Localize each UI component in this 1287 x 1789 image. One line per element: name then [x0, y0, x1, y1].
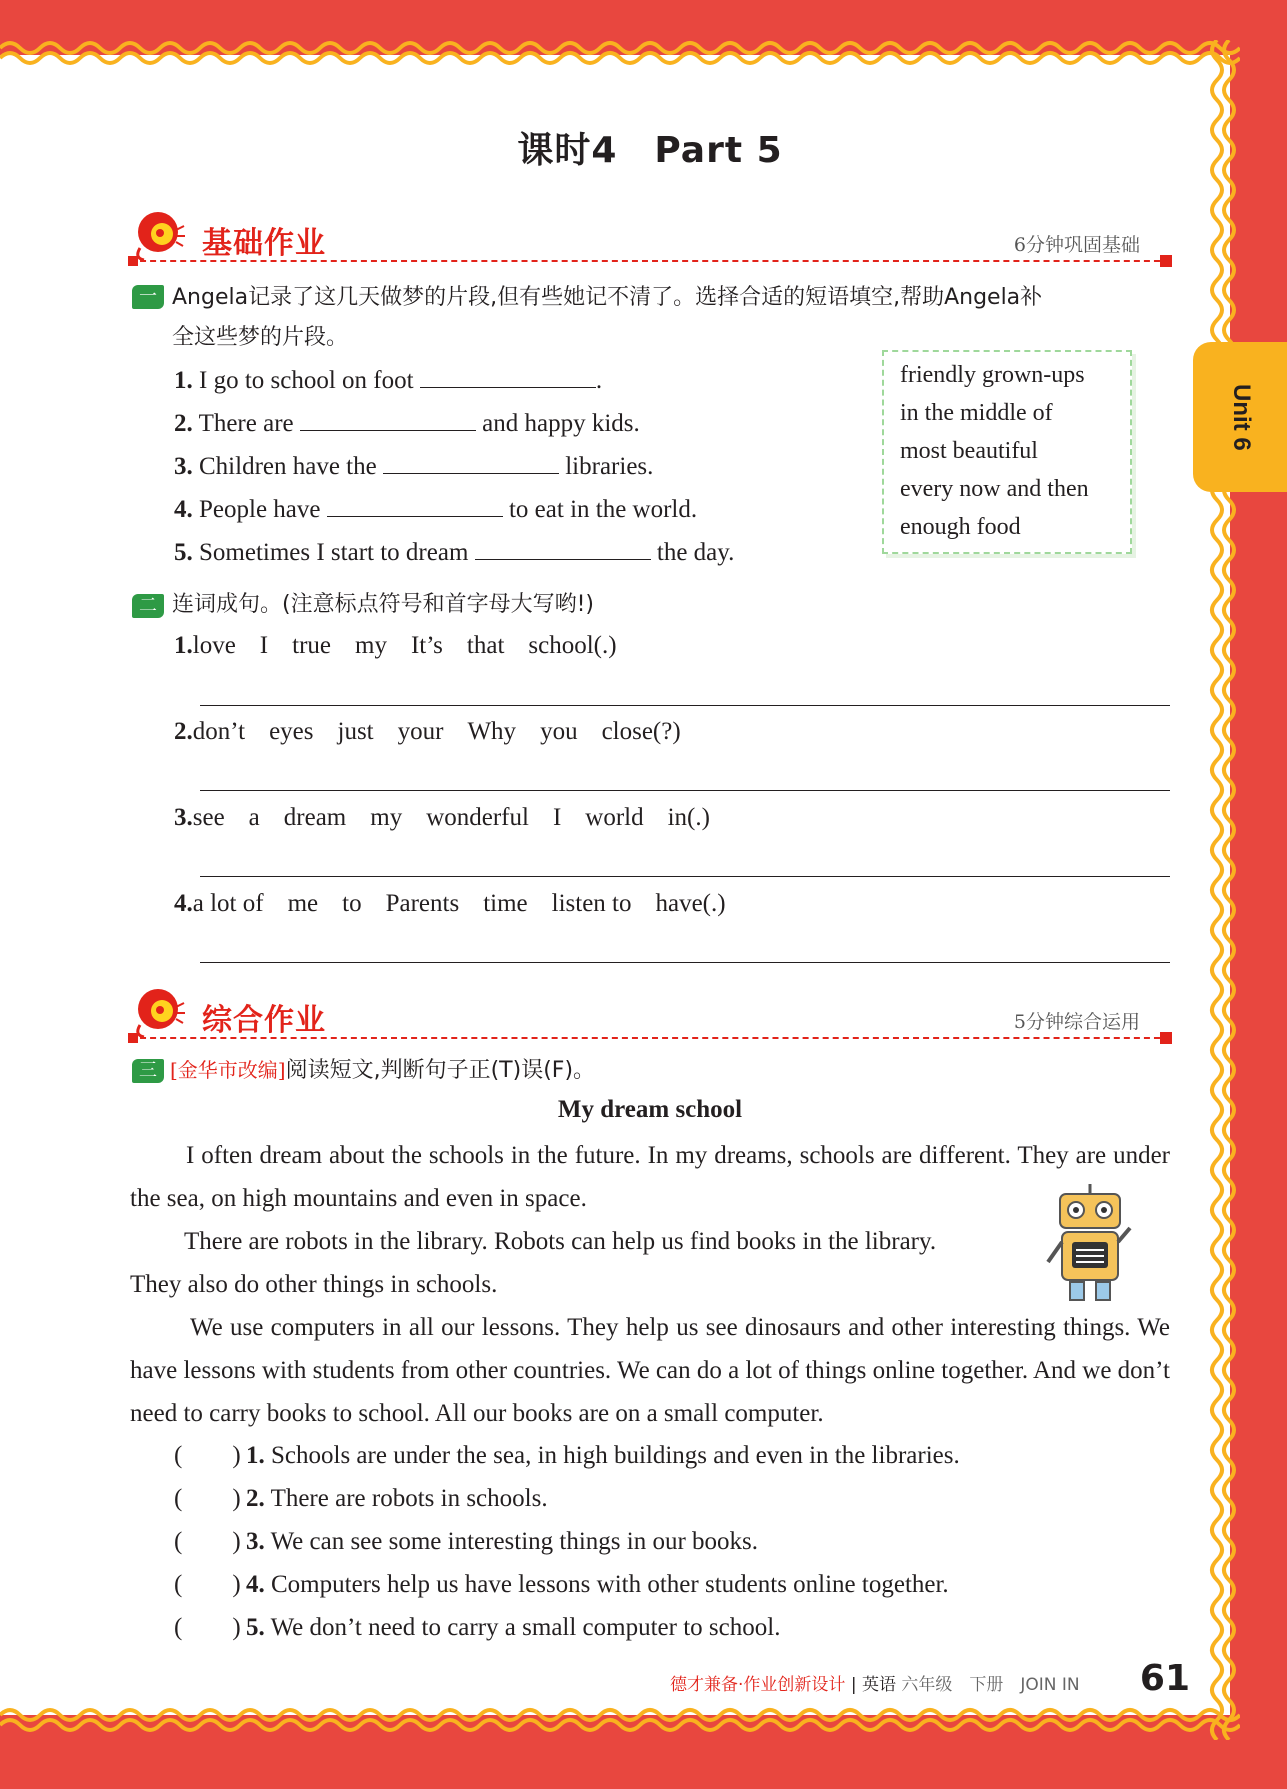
page-title: 课时4 Part 5: [517, 130, 783, 171]
wavy-border-right: [1205, 40, 1245, 1740]
flower-icon: [130, 208, 186, 262]
passage-paragraph: I often dream about the schools in the future. In my dreams, schools are different. They are under the sea, on high mountains and even in space.: [130, 1142, 1170, 1212]
footer-brand: 德才兼备·作业创新设计: [670, 1675, 846, 1695]
page-number: 61: [1139, 1658, 1190, 1699]
answer-blank[interactable]: [420, 366, 596, 388]
answer-parentheses[interactable]: ( ): [174, 1571, 241, 1598]
footer-subject: 英语: [861, 1675, 896, 1695]
true-false-item: ( ) 4. Computers help us have lessons with other students online together.: [174, 1571, 949, 1598]
section-divider: [130, 260, 1170, 262]
question-instruction: 连词成句。(注意标点符号和首字母大写哟!): [172, 592, 594, 617]
answer-line[interactable]: [200, 962, 1170, 963]
answer-blank[interactable]: [300, 409, 476, 431]
question-instruction: [金华市改编]阅读短文,判断句子正(T)误(F)。: [170, 1058, 596, 1083]
true-false-item: ( ) 2. There are robots in schools.: [174, 1485, 548, 1512]
true-false-item: ( ) 5. We don’t need to carry a small computer to school.: [174, 1614, 781, 1641]
option-phrase: in the middle of: [900, 400, 1053, 426]
answer-parentheses[interactable]: ( ): [174, 1528, 241, 1555]
fill-item: 2. There are and happy kids.: [174, 410, 640, 437]
option-phrase: most beautiful: [900, 438, 1038, 464]
fill-item: 4. People have to eat in the world.: [174, 496, 698, 523]
answer-parentheses[interactable]: ( ): [174, 1442, 241, 1469]
option-phrase: enough food: [900, 514, 1021, 540]
answer-blank[interactable]: [327, 495, 503, 517]
answer-parentheses[interactable]: ( ): [174, 1485, 241, 1512]
word-order-item: 4.a lot of me to Parents time listen to have(.): [174, 890, 726, 917]
word-order-item: 3.see a dream my wonderful I world in(.): [174, 804, 710, 831]
source-tag: [金华市改编]: [170, 1058, 286, 1082]
divider-end-right: [1160, 255, 1172, 267]
fill-item: 5. Sometimes I start to dream the day.: [174, 539, 735, 566]
wavy-border-top: [0, 38, 1240, 78]
unit-tab: [1193, 342, 1287, 492]
fill-item: 3. Children have the libraries.: [174, 453, 654, 480]
answer-line[interactable]: [200, 790, 1170, 791]
section-title: 综合作业: [202, 1003, 326, 1038]
page-footer: 德才兼备·作业创新设计 | 英语 六年级 下册 JOIN IN 61: [670, 1658, 1190, 1699]
section-header-comprehensive: [130, 985, 1170, 1045]
answer-blank[interactable]: [475, 538, 651, 560]
answer-parentheses[interactable]: ( ): [174, 1614, 241, 1641]
word-order-item: 1.love I true my It’s that school(.): [174, 632, 617, 659]
divider-end-left: [128, 1033, 138, 1043]
true-false-item: ( ) 1. Schools are under the sea, in high buildings and even in the libraries.: [174, 1442, 960, 1469]
question-badge: 二: [132, 594, 164, 618]
option-box: [882, 350, 1132, 554]
option-phrase: friendly grown-ups: [900, 362, 1085, 388]
question-instruction: Angela记录了这几天做梦的片段,但有些她记不清了。选择合适的短语填空,帮助Angela补: [172, 285, 1043, 310]
answer-blank[interactable]: [383, 452, 559, 474]
word-order-item: 2.don’t eyes just your Why you close(?): [174, 718, 681, 745]
question-instruction-cont: 全这些梦的片段。: [172, 325, 349, 350]
answer-line[interactable]: [200, 876, 1170, 877]
robot-icon: [1040, 1178, 1140, 1313]
flower-icon: [130, 985, 186, 1039]
true-false-item: ( ) 3. We can see some interesting things in our books.: [174, 1528, 759, 1555]
passage-title: My dream school: [557, 1096, 743, 1123]
passage-paragraph: There are robots in the library. Robots can help us find books in the library.: [184, 1228, 937, 1255]
question-badge: 三: [132, 1059, 164, 1083]
section-note: 6分钟巩固基础: [1013, 234, 1140, 256]
passage-paragraph: They also do other things in schools.: [130, 1271, 498, 1298]
fill-item: 1. I go to school on foot .: [174, 367, 603, 394]
answer-line[interactable]: [200, 705, 1170, 706]
section-divider: [130, 1037, 1170, 1039]
option-phrase: every now and then: [900, 476, 1089, 502]
passage-paragraph: We use computers in all our lessons. They help us see dinosaurs and other interesting things. We have lessons with students from other countries. We can do a lot of things online together. And we don’t need to carry books to school. All our books are on a small computer.: [130, 1314, 1170, 1427]
section-note: 5分钟综合运用: [1013, 1011, 1140, 1033]
divider-end-right: [1160, 1032, 1172, 1044]
footer-info: 六年级 下册 JOIN IN: [901, 1675, 1080, 1695]
question-badge: 一: [132, 285, 164, 309]
divider-end-left: [128, 256, 138, 266]
unit-tab-label: Unit 6: [1228, 383, 1255, 451]
section-header-basic: [130, 208, 1170, 268]
section-title: 基础作业: [202, 226, 326, 261]
